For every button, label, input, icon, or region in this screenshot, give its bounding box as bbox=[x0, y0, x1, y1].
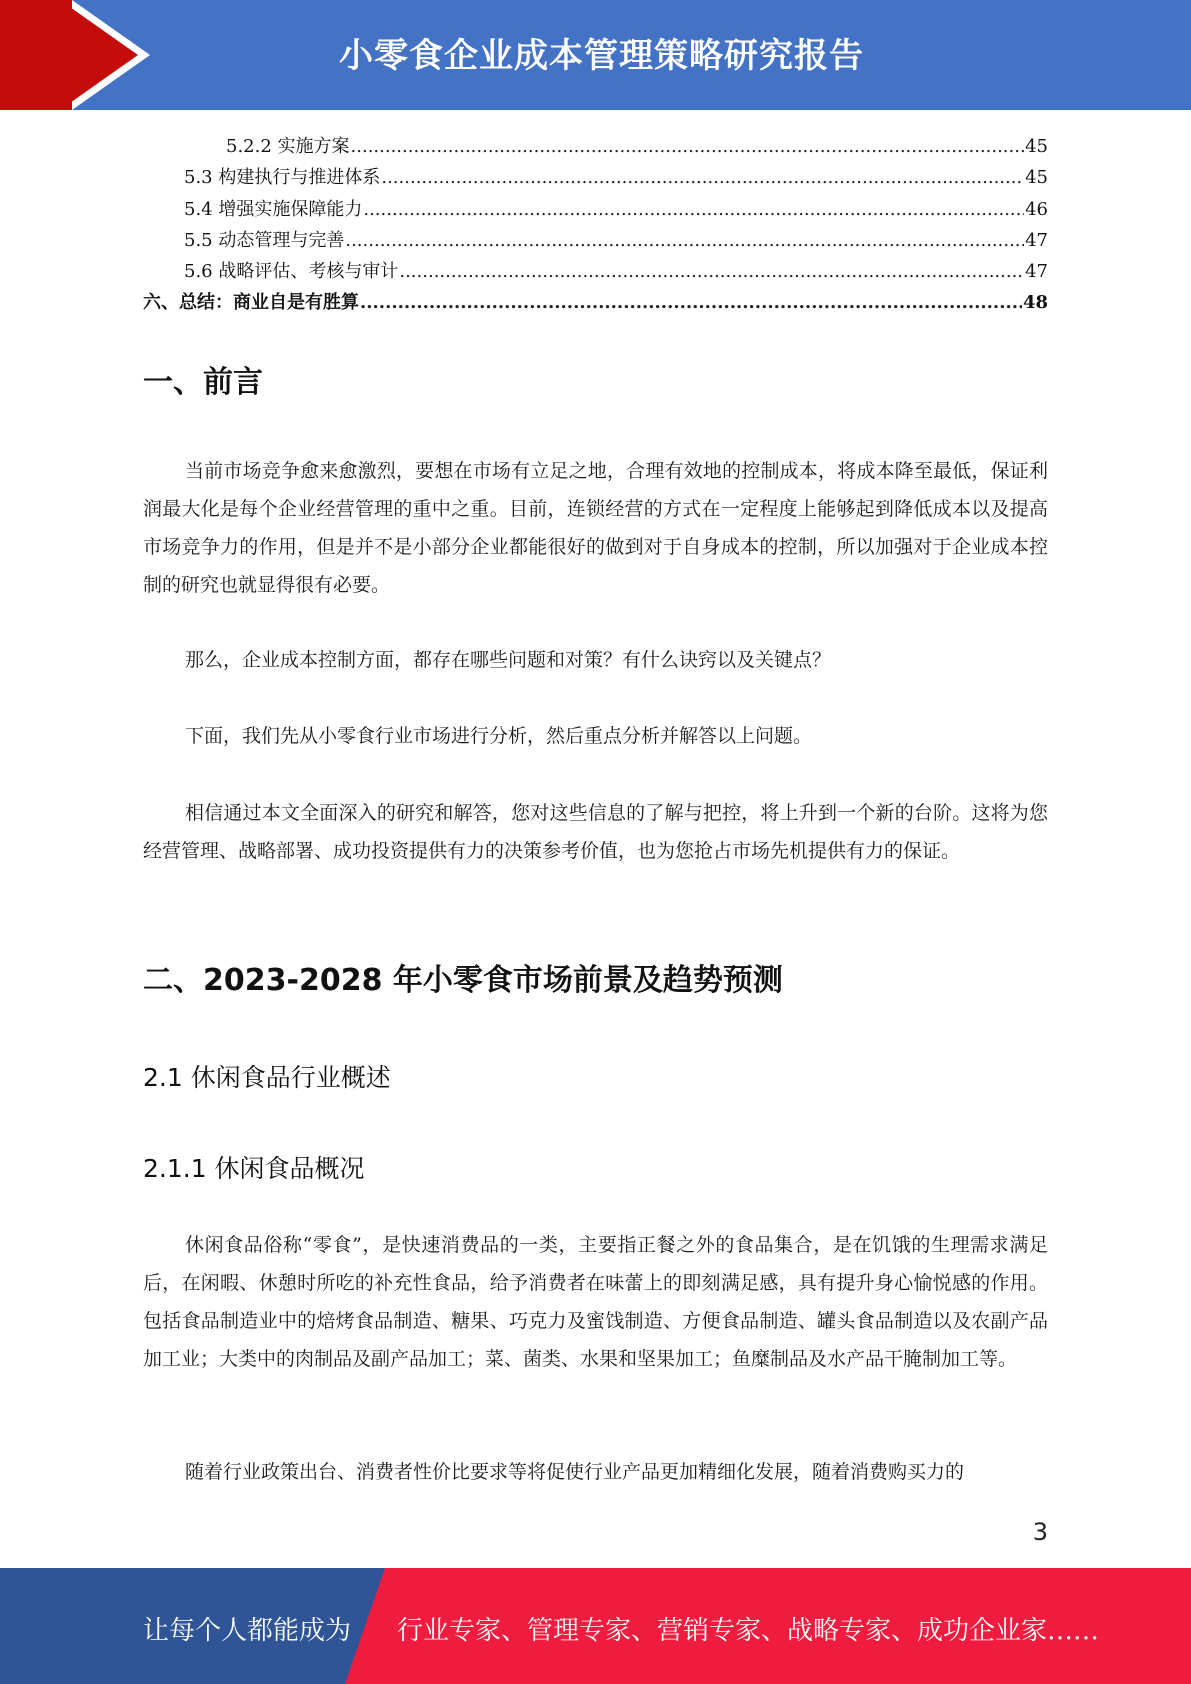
toc-entry-page: 47 bbox=[1025, 261, 1048, 283]
toc-entry-page: 47 bbox=[1025, 229, 1048, 251]
preface-paragraph-3: 下面，我们先从小零食行业市场进行分析，然后重点分析并解答以上问题。 bbox=[185, 725, 813, 747]
toc-entry[interactable] bbox=[143, 131, 1048, 162]
toc-leader-dots bbox=[345, 225, 1024, 256]
toc-entry[interactable] bbox=[143, 194, 1048, 225]
snack-paragraph-1: 休闲食品俗称“零食”，是快速消费品的一类，主要指正餐之外的食品集合，是在饥饿的生理需求满足后，在闲暇、休憩时所吃的补充性食品，给予消费者在味蕾上的即刻满足感，具有提升身心愉悦感的作用。包括食品制造业中的焙烤食品制造、糖果、巧克力及蜜饯制造、方便食品制造、罐头食品制造以及农副产品加工业；大类中的肉制品及副产品加工；菜、菌类、水果和坚果加工；鱼糜制品及水产品干腌制加工等。 bbox=[143, 1234, 1048, 1370]
subsection-heading-2-1: 2.1 休闲食品行业概述 bbox=[143, 1063, 391, 1092]
toc-entry-label: 5.3 构建执行与推进体系 bbox=[184, 167, 381, 189]
preface-heading: 一、前言 bbox=[143, 365, 263, 400]
toc-entry-label: 5.2.2 实施方案 bbox=[226, 136, 350, 157]
toc-entry[interactable] bbox=[143, 225, 1048, 256]
market-heading: 二、2023-2028 年小零食市场前景及趋势预测 bbox=[143, 963, 783, 998]
report-title: 小零食企业成本管理策略研究报告 bbox=[339, 36, 864, 76]
toc-entry-page: 45 bbox=[1025, 167, 1048, 189]
preface-paragraph-1: 当前市场竞争愈来愈激烈，要想在市场有立足之地，合理有效地的控制成本，将成本降至最低，保证利润最大化是每个企业经营管理的重中之重。目前，连锁经营的方式在一定程度上能够起到降低成本以及提高市场竞争力的作用，但是并不是小部分企业都能很好的做到对于自身成本的控制，所以加强对于企业成本控制的研究也就显得很有必要。 bbox=[143, 460, 1048, 596]
toc-leader-dots bbox=[363, 194, 1024, 225]
toc-leader-dots bbox=[399, 256, 1024, 287]
toc-leader-dots bbox=[351, 131, 1025, 162]
header-banner bbox=[0, 0, 1191, 110]
toc-leader-dots bbox=[360, 287, 1022, 318]
toc-entry-page: 48 bbox=[1022, 292, 1048, 314]
toc-entry-label: 5.4 增强实施保障能力 bbox=[184, 198, 363, 220]
page-number: 3 bbox=[1032, 1518, 1048, 1546]
toc-entry-label: 六、总结：商业自是有胜算 bbox=[143, 292, 359, 314]
preface-paragraph-2: 那么，企业成本控制方面，都存在哪些问题和对策？有什么诀窍以及关键点？ bbox=[185, 649, 832, 671]
toc-entry[interactable] bbox=[143, 256, 1048, 287]
toc-entry-label: 5.6 战略评估、考核与审计 bbox=[184, 261, 399, 283]
toc-entry[interactable] bbox=[143, 162, 1048, 193]
toc-leader-dots bbox=[381, 162, 1024, 193]
footer-slogan-right: 行业专家、管理专家、营销专家、战略专家、成功企业家…… bbox=[397, 1616, 1100, 1646]
footer-slogan-left: 让每个人都能成为 bbox=[143, 1616, 352, 1646]
toc-entry-page: 46 bbox=[1025, 198, 1048, 220]
footer-banner bbox=[0, 1568, 1191, 1684]
toc-entry-label: 5.5 动态管理与完善 bbox=[184, 229, 345, 251]
snack-paragraph-2: 随着行业政策出台、消费者性价比要求等将促使行业产品更加精细化发展，随着消费购买力的 bbox=[185, 1461, 965, 1483]
table-of-contents bbox=[143, 131, 1048, 319]
toc-entry-page: 45 bbox=[1025, 136, 1048, 157]
subsection-heading-2-1-1: 2.1.1 休闲食品概况 bbox=[143, 1154, 365, 1183]
preface-paragraph-4: 相信通过本文全面深入的研究和解答，您对这些信息的了解与把控，将上升到一个新的台阶。这将为您经营管理、战略部署、成功投资提供有力的决策参考价值，也为您抢占市场先机提供有力的保证。 bbox=[143, 802, 1048, 862]
toc-entry[interactable] bbox=[143, 287, 1048, 318]
